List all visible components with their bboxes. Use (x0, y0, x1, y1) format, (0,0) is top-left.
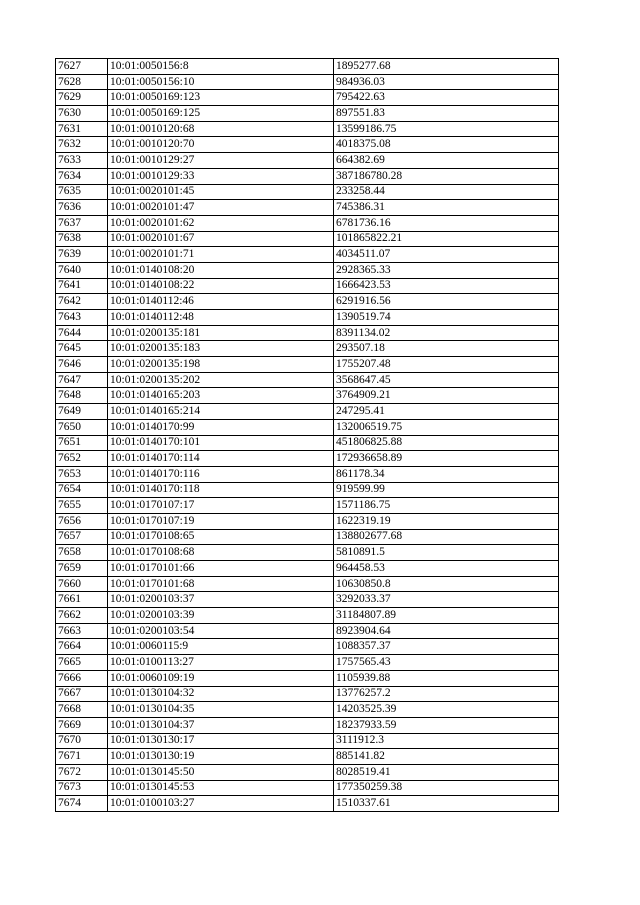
cadastral-number-cell: 10:01:0010120:70 (108, 137, 334, 153)
row-number-cell: 7642 (56, 294, 108, 310)
table-row (56, 419, 559, 435)
cadastral-number-cell: 10:01:0200103:37 (108, 592, 334, 608)
table-row (56, 388, 559, 404)
row-number-cell: 7648 (56, 388, 108, 404)
row-number-cell: 7632 (56, 137, 108, 153)
table-row (56, 184, 559, 200)
value-cell: 6781736.16 (334, 215, 559, 231)
cadastral-number-cell: 10:01:0140170:116 (108, 466, 334, 482)
cadastral-value-table (55, 58, 559, 812)
cadastral-number-cell: 10:01:0200135:183 (108, 341, 334, 357)
cadastral-number-cell: 10:01:0010120:68 (108, 121, 334, 137)
table-row (56, 561, 559, 577)
table-row (56, 513, 559, 529)
value-cell: 861178.34 (334, 466, 559, 482)
row-number-cell: 7631 (56, 121, 108, 137)
cadastral-number-cell: 10:01:0050156:10 (108, 74, 334, 90)
row-number-cell: 7645 (56, 341, 108, 357)
value-cell: 172936658.89 (334, 451, 559, 467)
row-number-cell: 7655 (56, 498, 108, 514)
row-number-cell: 7634 (56, 168, 108, 184)
value-cell: 293507.18 (334, 341, 559, 357)
row-number-cell: 7661 (56, 592, 108, 608)
table-row (56, 702, 559, 718)
value-cell: 795422.63 (334, 90, 559, 106)
table-row (56, 717, 559, 733)
table-row (56, 545, 559, 561)
table-row (56, 215, 559, 231)
cadastral-number-cell: 10:01:0010129:27 (108, 153, 334, 169)
cadastral-number-cell: 10:01:0050169:123 (108, 90, 334, 106)
row-number-cell: 7646 (56, 357, 108, 373)
value-cell: 1666423.53 (334, 278, 559, 294)
row-number-cell: 7663 (56, 623, 108, 639)
table-row (56, 231, 559, 247)
row-number-cell: 7628 (56, 74, 108, 90)
table-row (56, 623, 559, 639)
cadastral-number-cell: 10:01:0170107:17 (108, 498, 334, 514)
table-row (56, 59, 559, 75)
cadastral-number-cell: 10:01:0130130:17 (108, 733, 334, 749)
row-number-cell: 7647 (56, 372, 108, 388)
value-cell: 1895277.68 (334, 59, 559, 75)
row-number-cell: 7665 (56, 655, 108, 671)
value-cell: 18237933.59 (334, 717, 559, 733)
value-cell: 964458.53 (334, 561, 559, 577)
table-row (56, 466, 559, 482)
table-row (56, 686, 559, 702)
cadastral-number-cell: 10:01:0050169:125 (108, 106, 334, 122)
cadastral-number-cell: 10:01:0140170:101 (108, 435, 334, 451)
table-row (56, 200, 559, 216)
value-cell: 984936.03 (334, 74, 559, 90)
value-cell: 664382.69 (334, 153, 559, 169)
value-cell: 1755207.48 (334, 357, 559, 373)
value-cell: 233258.44 (334, 184, 559, 200)
row-number-cell: 7662 (56, 608, 108, 624)
value-cell: 31184807.89 (334, 608, 559, 624)
cadastral-number-cell: 10:01:0060115:9 (108, 639, 334, 655)
value-cell: 3568647.45 (334, 372, 559, 388)
value-cell: 13776257.2 (334, 686, 559, 702)
value-cell: 897551.83 (334, 106, 559, 122)
value-cell: 1105939.88 (334, 670, 559, 686)
table-row (56, 325, 559, 341)
value-cell: 101865822.21 (334, 231, 559, 247)
row-number-cell: 7660 (56, 576, 108, 592)
value-cell: 1757565.43 (334, 655, 559, 671)
table-row (56, 576, 559, 592)
row-number-cell: 7635 (56, 184, 108, 200)
table-row (56, 341, 559, 357)
row-number-cell: 7633 (56, 153, 108, 169)
table-row (56, 294, 559, 310)
table-row (56, 106, 559, 122)
cadastral-number-cell: 10:01:0170108:65 (108, 529, 334, 545)
cadastral-number-cell: 10:01:0130145:50 (108, 764, 334, 780)
cadastral-number-cell: 10:01:0170108:68 (108, 545, 334, 561)
row-number-cell: 7636 (56, 200, 108, 216)
row-number-cell: 7670 (56, 733, 108, 749)
table-row (56, 137, 559, 153)
value-cell: 5810891.5 (334, 545, 559, 561)
table-row (56, 670, 559, 686)
row-number-cell: 7641 (56, 278, 108, 294)
row-number-cell: 7657 (56, 529, 108, 545)
table-row (56, 639, 559, 655)
row-number-cell: 7664 (56, 639, 108, 655)
row-number-cell: 7637 (56, 215, 108, 231)
cadastral-number-cell: 10:01:0170101:66 (108, 561, 334, 577)
table-row (56, 498, 559, 514)
cadastral-number-cell: 10:01:0050156:8 (108, 59, 334, 75)
cadastral-number-cell: 10:01:0130104:32 (108, 686, 334, 702)
row-number-cell: 7673 (56, 780, 108, 796)
cadastral-number-cell: 10:01:0020101:45 (108, 184, 334, 200)
row-number-cell: 7651 (56, 435, 108, 451)
table-row (56, 655, 559, 671)
row-number-cell: 7674 (56, 796, 108, 812)
cadastral-number-cell: 10:01:0140165:203 (108, 388, 334, 404)
row-number-cell: 7640 (56, 262, 108, 278)
value-cell: 1088357.37 (334, 639, 559, 655)
value-cell: 8028519.41 (334, 764, 559, 780)
cadastral-number-cell: 10:01:0200135:202 (108, 372, 334, 388)
value-cell: 1510337.61 (334, 796, 559, 812)
table-row (56, 733, 559, 749)
table-row (56, 764, 559, 780)
value-cell: 6291916.56 (334, 294, 559, 310)
cadastral-number-cell: 10:01:0060109:19 (108, 670, 334, 686)
row-number-cell: 7671 (56, 749, 108, 765)
value-cell: 10630850.8 (334, 576, 559, 592)
table-row (56, 780, 559, 796)
table-row (56, 168, 559, 184)
row-number-cell: 7672 (56, 764, 108, 780)
table-row (56, 796, 559, 812)
value-cell: 387186780.28 (334, 168, 559, 184)
value-cell: 177350259.38 (334, 780, 559, 796)
value-cell: 3292033.37 (334, 592, 559, 608)
row-number-cell: 7659 (56, 561, 108, 577)
value-cell: 1390519.74 (334, 310, 559, 326)
row-number-cell: 7656 (56, 513, 108, 529)
table-row (56, 608, 559, 624)
cadastral-number-cell: 10:01:0140170:114 (108, 451, 334, 467)
cadastral-number-cell: 10:01:0170107:19 (108, 513, 334, 529)
table-row (56, 357, 559, 373)
table-body (56, 59, 559, 812)
table-row (56, 262, 559, 278)
value-cell: 13599186.75 (334, 121, 559, 137)
table-row (56, 482, 559, 498)
value-cell: 1571186.75 (334, 498, 559, 514)
row-number-cell: 7629 (56, 90, 108, 106)
cadastral-number-cell: 10:01:0140170:99 (108, 419, 334, 435)
cadastral-number-cell: 10:01:0010129:33 (108, 168, 334, 184)
value-cell: 745386.31 (334, 200, 559, 216)
value-cell: 8391134.02 (334, 325, 559, 341)
cadastral-number-cell: 10:01:0140165:214 (108, 404, 334, 420)
value-cell: 3764909.21 (334, 388, 559, 404)
row-number-cell: 7668 (56, 702, 108, 718)
value-cell: 4034511.07 (334, 247, 559, 263)
table-row (56, 278, 559, 294)
row-number-cell: 7644 (56, 325, 108, 341)
row-number-cell: 7653 (56, 466, 108, 482)
cadastral-number-cell: 10:01:0100103:27 (108, 796, 334, 812)
cadastral-number-cell: 10:01:0170101:68 (108, 576, 334, 592)
row-number-cell: 7658 (56, 545, 108, 561)
cadastral-number-cell: 10:01:0020101:67 (108, 231, 334, 247)
value-cell: 138802677.68 (334, 529, 559, 545)
row-number-cell: 7669 (56, 717, 108, 733)
table-row (56, 121, 559, 137)
cadastral-number-cell: 10:01:0200135:198 (108, 357, 334, 373)
row-number-cell: 7630 (56, 106, 108, 122)
value-cell: 1622319.19 (334, 513, 559, 529)
table-row (56, 74, 559, 90)
table-row (56, 749, 559, 765)
value-cell: 14203525.39 (334, 702, 559, 718)
row-number-cell: 7650 (56, 419, 108, 435)
table-row (56, 90, 559, 106)
row-number-cell: 7639 (56, 247, 108, 263)
value-cell: 919599.99 (334, 482, 559, 498)
value-cell: 132006519.75 (334, 419, 559, 435)
value-cell: 8923904.64 (334, 623, 559, 639)
value-cell: 3111912.3 (334, 733, 559, 749)
row-number-cell: 7667 (56, 686, 108, 702)
row-number-cell: 7627 (56, 59, 108, 75)
table-row (56, 529, 559, 545)
cadastral-number-cell: 10:01:0130104:35 (108, 702, 334, 718)
cadastral-number-cell: 10:01:0200135:181 (108, 325, 334, 341)
row-number-cell: 7652 (56, 451, 108, 467)
table-row (56, 247, 559, 263)
value-cell: 885141.82 (334, 749, 559, 765)
table-row (56, 310, 559, 326)
row-number-cell: 7638 (56, 231, 108, 247)
value-cell: 2928365.33 (334, 262, 559, 278)
cadastral-number-cell: 10:01:0140170:118 (108, 482, 334, 498)
table-row (56, 372, 559, 388)
row-number-cell: 7666 (56, 670, 108, 686)
value-cell: 451806825.88 (334, 435, 559, 451)
cadastral-number-cell: 10:01:0140108:22 (108, 278, 334, 294)
table-row (56, 435, 559, 451)
table-row (56, 592, 559, 608)
cadastral-number-cell: 10:01:0140112:48 (108, 310, 334, 326)
cadastral-number-cell: 10:01:0200103:54 (108, 623, 334, 639)
cadastral-number-cell: 10:01:0130104:37 (108, 717, 334, 733)
cadastral-number-cell: 10:01:0200103:39 (108, 608, 334, 624)
table-row (56, 153, 559, 169)
cadastral-number-cell: 10:01:0100113:27 (108, 655, 334, 671)
table-row (56, 404, 559, 420)
value-cell: 4018375.08 (334, 137, 559, 153)
row-number-cell: 7654 (56, 482, 108, 498)
row-number-cell: 7649 (56, 404, 108, 420)
cadastral-number-cell: 10:01:0020101:71 (108, 247, 334, 263)
cadastral-number-cell: 10:01:0020101:47 (108, 200, 334, 216)
cadastral-number-cell: 10:01:0130145:53 (108, 780, 334, 796)
table-row (56, 451, 559, 467)
cadastral-number-cell: 10:01:0130130:19 (108, 749, 334, 765)
cadastral-number-cell: 10:01:0140108:20 (108, 262, 334, 278)
row-number-cell: 7643 (56, 310, 108, 326)
value-cell: 247295.41 (334, 404, 559, 420)
cadastral-number-cell: 10:01:0020101:62 (108, 215, 334, 231)
cadastral-number-cell: 10:01:0140112:46 (108, 294, 334, 310)
